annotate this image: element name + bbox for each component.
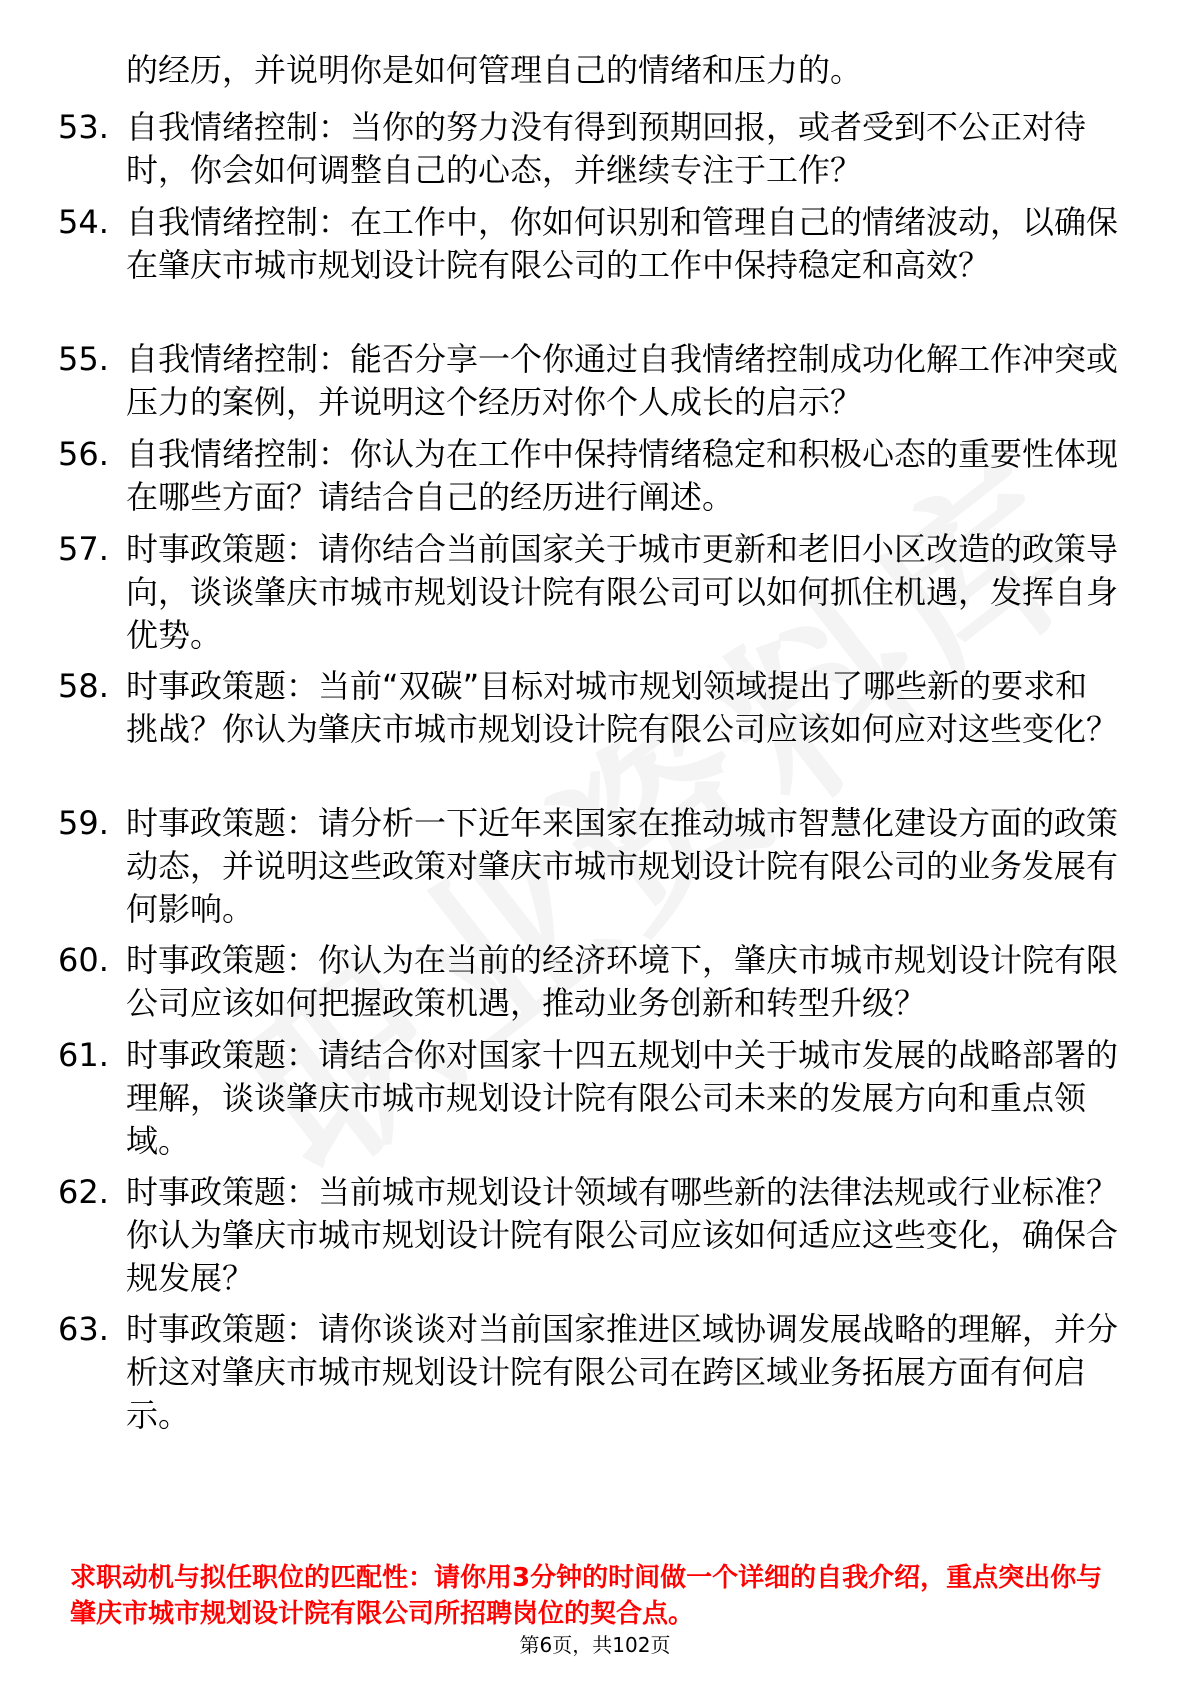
- question-number: 61.: [58, 1036, 109, 1074]
- question-number: 54.: [58, 203, 109, 241]
- question-text: 自我情绪控制：你认为在工作中保持情绪稳定和积极心态的重要性体现在哪些方面？请结合自己的经历进行阐述。: [126, 435, 1119, 516]
- question-item: [58, 1308, 1118, 1437]
- question-number: 55.: [58, 340, 109, 378]
- question-text: 时事政策题：请你结合当前国家关于城市更新和老旧小区改造的政策导向，谈谈肇庆市城市规划设计院有限公司可以如何抓住机遇，发挥自身优势。: [126, 530, 1119, 654]
- question-item: [58, 1171, 1118, 1300]
- question-text: 时事政策题：当前城市规划设计领域有哪些新的法律法规或行业标准？你认为肇庆市城市规划设计院有限公司应该如何适应这些变化，确保合规发展？: [126, 1173, 1119, 1297]
- question-text: 自我情绪控制：能否分享一个你通过自我情绪控制成功化解工作冲突或压力的案例，并说明这个经历对你个人成长的启示？: [126, 340, 1119, 421]
- question-text: 时事政策题：请分析一下近年来国家在推动城市智慧化建设方面的政策动态，并说明这些政策对肇庆市城市规划设计院有限公司的业务发展有何影响。: [126, 804, 1119, 928]
- question-text: 自我情绪控制：当你的努力没有得到预期回报，或者受到不公正对待时，你会如何调整自己的心态，并继续专注于工作？: [126, 108, 1087, 189]
- question-number: 60.: [58, 941, 109, 979]
- question-item: [58, 433, 1118, 519]
- question-text: 时事政策题：请你谈谈对当前国家推进区域协调发展战略的理解，并分析这对肇庆市城市规划设计院有限公司在跨区域业务拓展方面有何启示。: [126, 1310, 1119, 1434]
- question-item: [58, 1034, 1118, 1163]
- question-number: 56.: [58, 435, 109, 473]
- question-text: 时事政策题：请结合你对国家十四五规划中关于城市发展的战略部署的理解，谈谈肇庆市城市规划设计院有限公司未来的发展方向和重点领域。: [126, 1036, 1119, 1160]
- question-item: [58, 528, 1118, 657]
- question-item: [58, 802, 1118, 931]
- question-text: 自我情绪控制：在工作中，你如何识别和管理自己的情绪波动，以确保在肇庆市城市规划设计院有限公司的工作中保持稳定和高效？: [126, 203, 1119, 284]
- question-number: 59.: [58, 804, 109, 842]
- highlight-question: 求职动机与拟任职位的匹配性：请你用3分钟的时间做一个详细的自我介绍，重点突出你与肇庆市城市规划设计院有限公司所招聘岗位的契合点。: [70, 1563, 1103, 1629]
- continuation-text: 的经历，并说明你是如何管理自己的情绪和压力的。: [126, 51, 863, 89]
- question-number: 58.: [58, 667, 109, 705]
- question-item: [58, 201, 1118, 287]
- question-item: [58, 106, 1118, 192]
- question-number: 62.: [58, 1173, 109, 1211]
- question-number: 57.: [58, 530, 109, 568]
- question-text: 时事政策题：你认为在当前的经济环境下，肇庆市城市规划设计院有限公司应该如何把握政策机遇，推动业务创新和转型升级？: [126, 941, 1119, 1022]
- page-number: 第6页，共102页: [519, 1633, 671, 1657]
- question-item: [58, 338, 1118, 424]
- question-item: [58, 939, 1118, 1025]
- question-item: [58, 665, 1118, 751]
- question-text: 时事政策题：当前“双碳”目标对城市规划领域提出了哪些新的要求和挑战？你认为肇庆市城市规划设计院有限公司应该如何应对这些变化？: [126, 667, 1119, 748]
- question-number: 53.: [58, 108, 109, 146]
- question-number: 63.: [58, 1310, 109, 1348]
